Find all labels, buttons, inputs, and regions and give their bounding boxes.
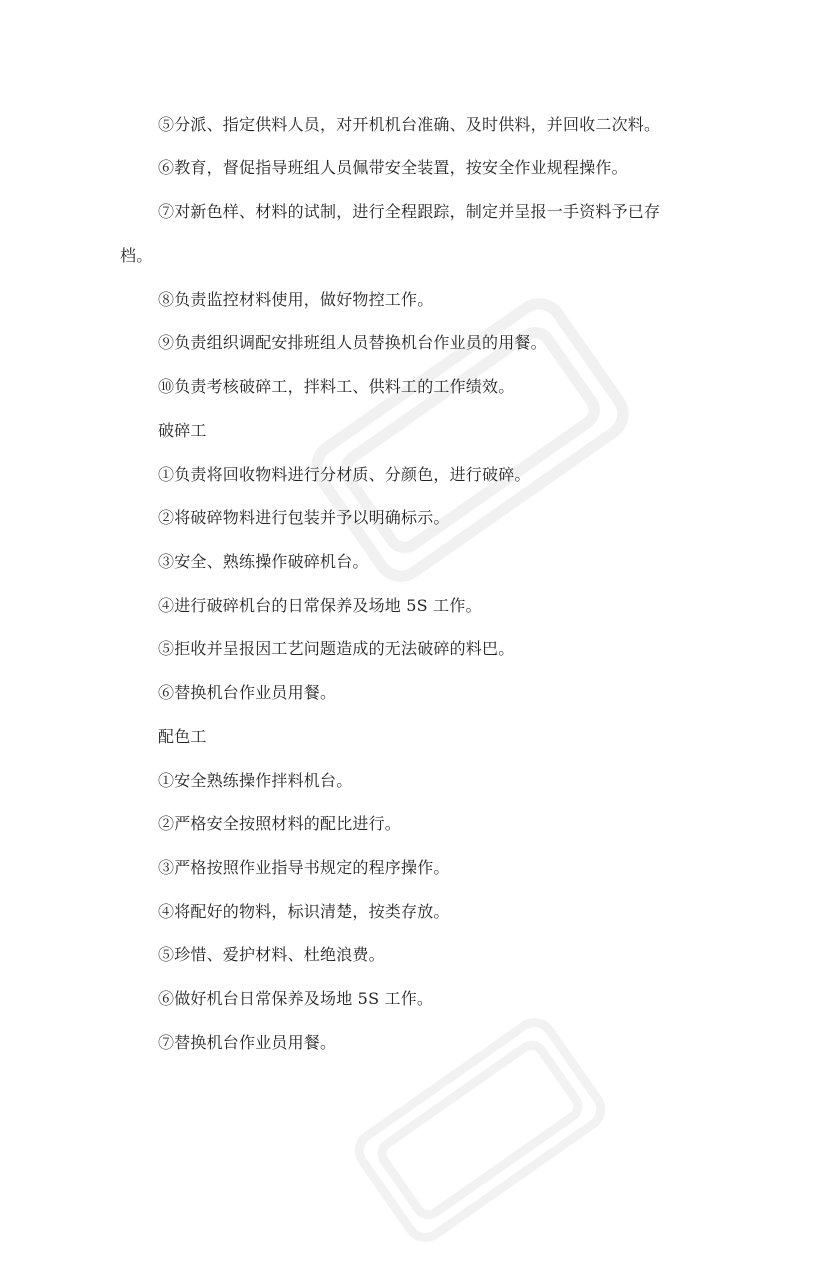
paragraph-line: ⑤分派、指定供料人员，对开机机台准确、及时供料，并回收二次料。 (158, 115, 661, 134)
paragraph-line: ⑥教育，督促指导班组人员佩带安全装置，按安全作业规程操作。 (158, 158, 628, 177)
paragraph-line: ③严格按照作业指导书规定的程序操作。 (158, 858, 450, 877)
section-heading: 配色工 (158, 727, 207, 746)
paragraph-line: ⑧负责监控材料使用，做好物控工作。 (158, 290, 434, 309)
paragraph-line: ⑥做好机台日常保养及场地 5S 工作。 (158, 989, 434, 1008)
paragraph-line: ④进行破碎机台的日常保养及场地 5S 工作。 (158, 596, 482, 615)
paragraph-line: ①负责将回收物料进行分材质、分颜色，进行破碎。 (158, 465, 531, 484)
paragraph-line: ③安全、熟练操作破碎机台。 (158, 552, 369, 571)
paragraph-line: ⑩负责考核破碎工，拌料工、供料工的工作绩效。 (158, 377, 515, 396)
paragraph-line: ②将破碎物料进行包装并予以明确标示。 (158, 508, 450, 527)
paragraph-line: ④将配好的物料，标识清楚，按类存放。 (158, 902, 450, 921)
paragraph-line: ⑤珍惜、爱护材料、杜绝浪费。 (158, 945, 385, 964)
paragraph-line: ⑨负责组织调配安排班组人员替换机台作业员的用餐。 (158, 333, 547, 352)
section-heading: 破碎工 (158, 421, 207, 440)
paragraph-line: ②严格安全按照材料的配比进行。 (158, 814, 402, 833)
paragraph-line: ⑦替换机台作业员用餐。 (158, 1033, 337, 1052)
paragraph-line: ⑥替换机台作业员用餐。 (158, 683, 337, 702)
watermark-seal-icon-lower (330, 980, 630, 1280)
paragraph-line-continuation: 档。 (120, 246, 153, 265)
paragraph-line: ①安全熟练操作拌料机台。 (158, 771, 353, 790)
paragraph-line: ⑤拒收并呈报因工艺问题造成的无法破碎的料巴。 (158, 639, 515, 658)
paragraph-line: ⑦对新色样、材料的试制，进行全程跟踪，制定并呈报一手资料予已存 (158, 202, 661, 221)
